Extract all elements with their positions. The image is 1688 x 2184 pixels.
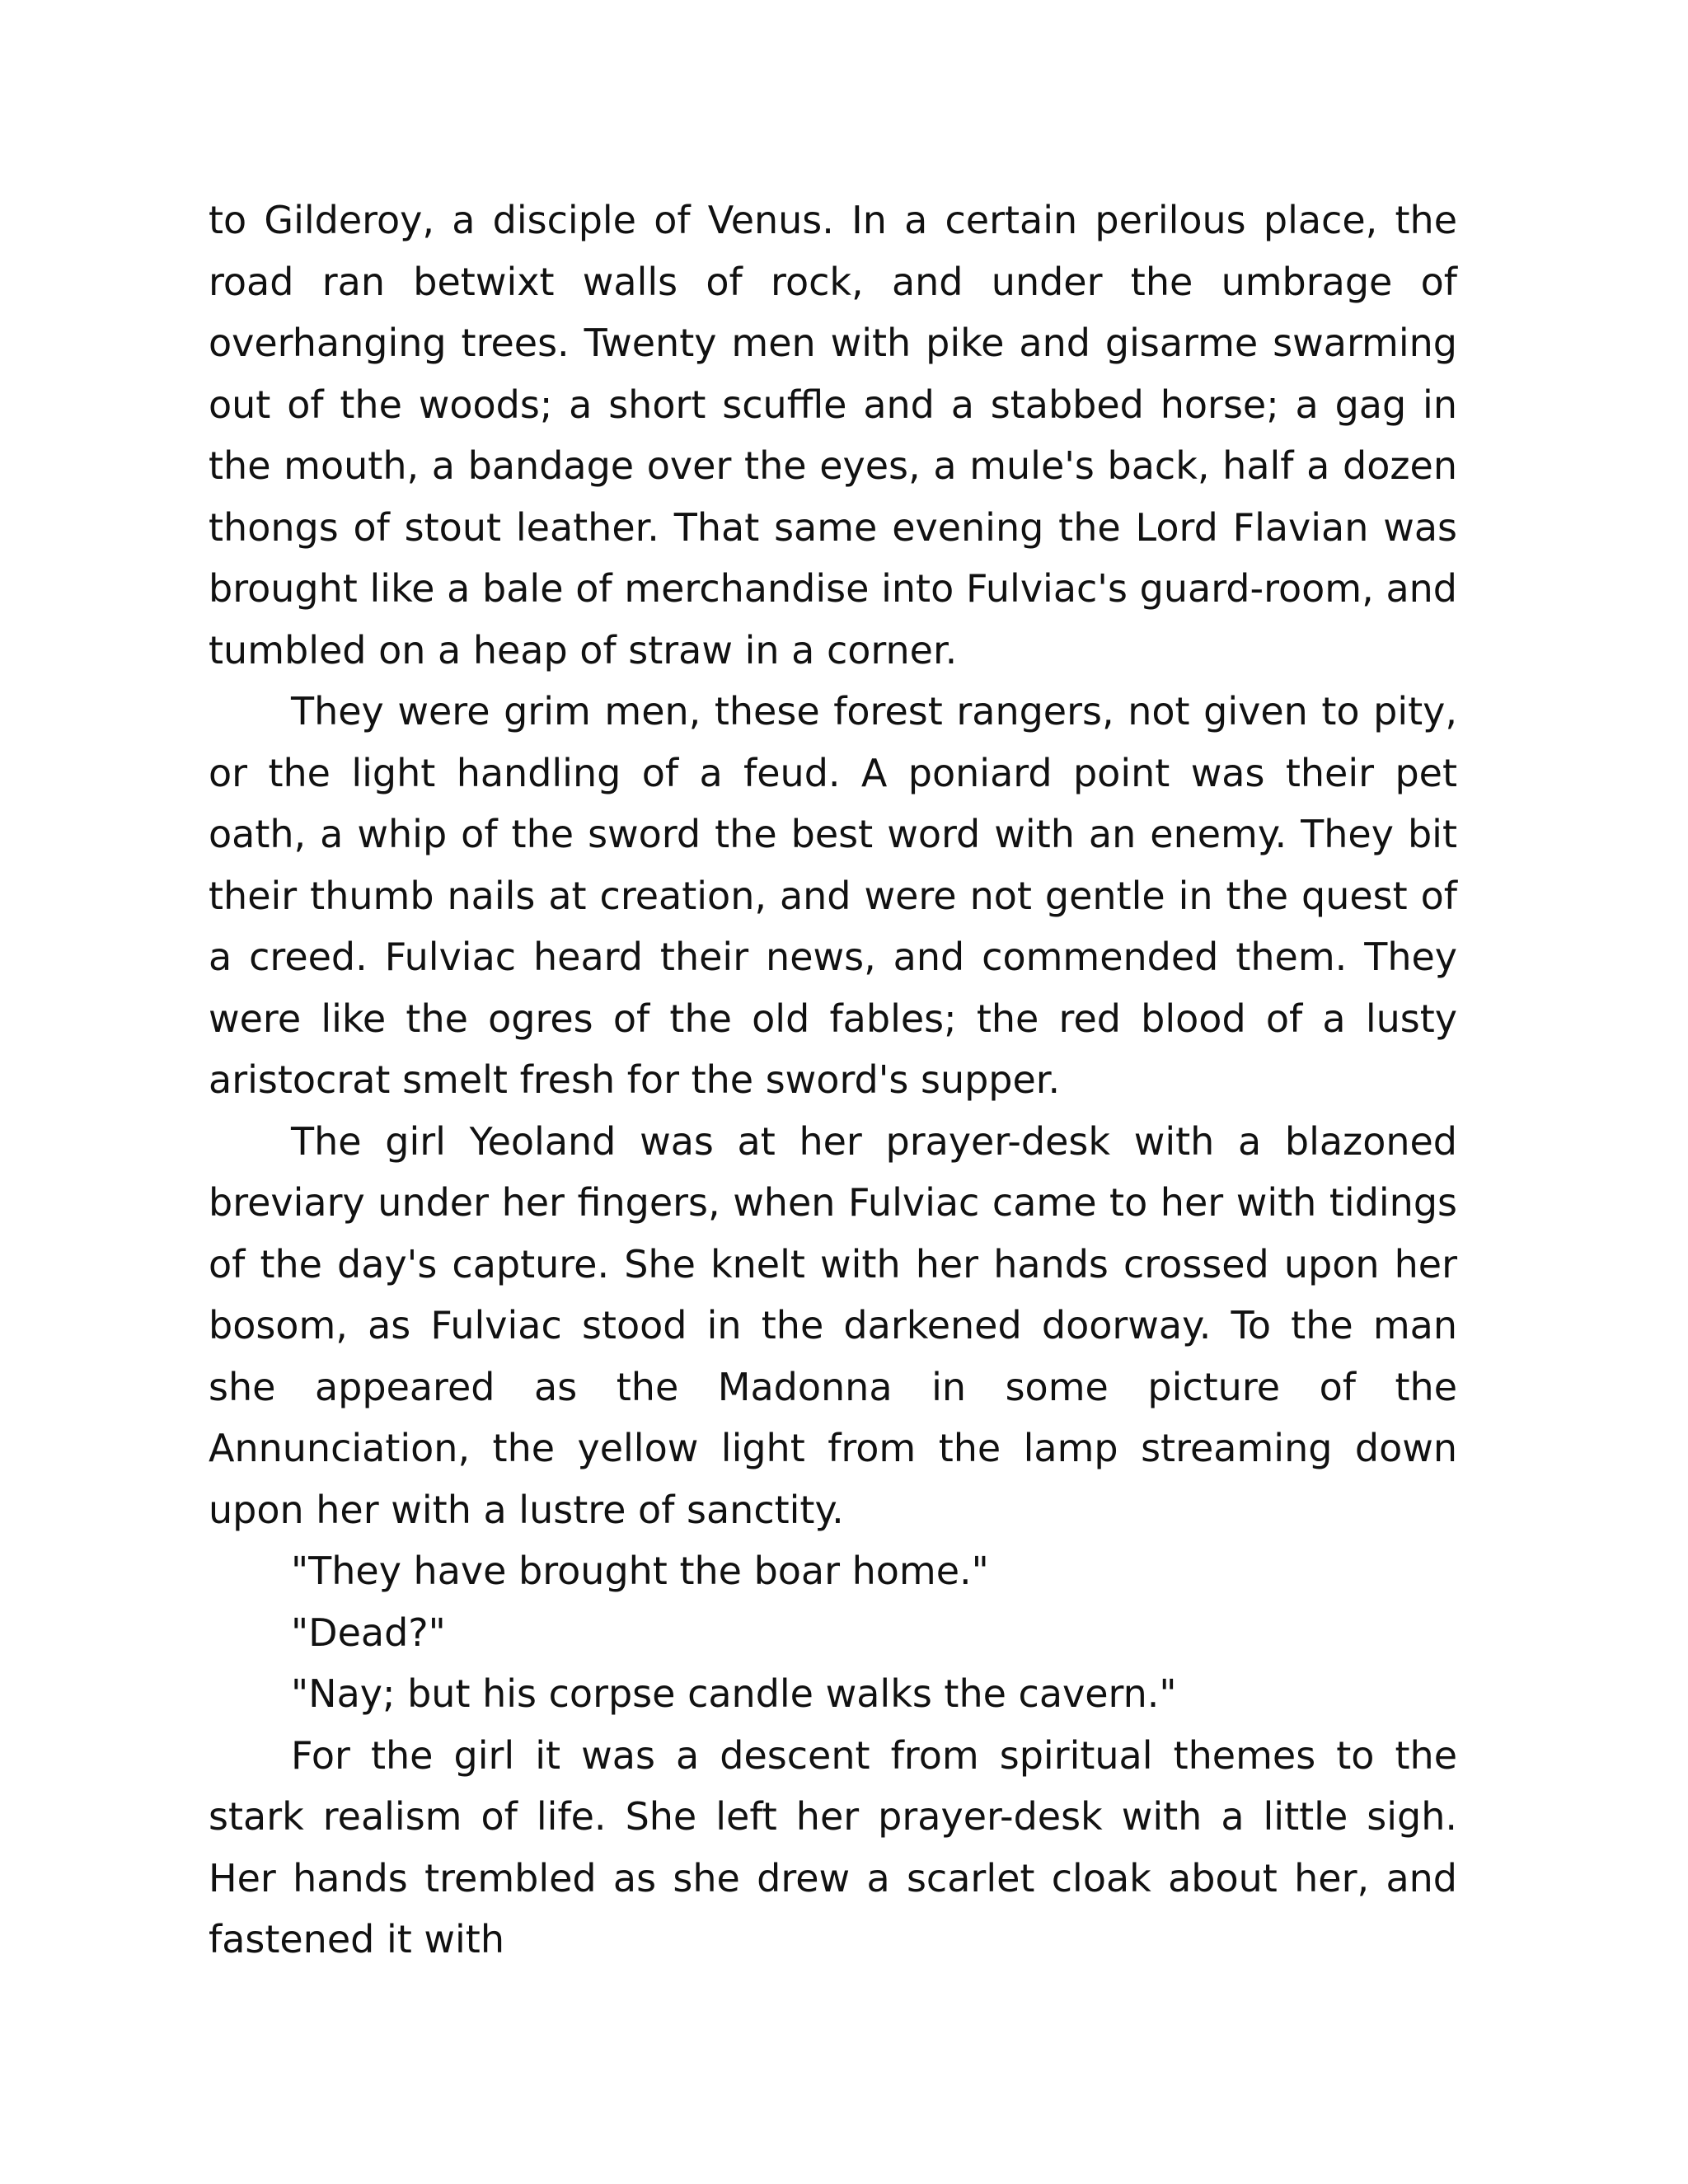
dialogue-line-3: "Nay; but his corpse candle walks the cavern."	[291, 1671, 1177, 1716]
paragraph-1: to Gilderoy, a disciple of Venus. In a certain perilous place, the road ran betwixt walls of rock, and under the umbrage of overhanging trees. Twenty men with pike and gisarme swarming out of the woods; a short scuffle and a stabbed horse; a gag in the mouth, a bandage over the eyes, a mule's back, half a dozen thongs of stout leather. That same evening the Lord Flavian was brought like a bale of merchandise into Fulviac's guard-room, and tumbled on a heap of straw in a corner.	[209, 198, 1457, 673]
dialogue-line-2: "Dead?"	[291, 1610, 446, 1655]
page-text	[209, 190, 1457, 1971]
paragraph-2: They were grim men, these forest rangers, not given to pity, or the light handling of a feud. A poniard point was their pet oath, a whip of the sword the best word with an enemy. They bit their thumb nails at creation, and were not gentle in the quest of a creed. Fulviac heard their news, and commended them. They were like the ogres of the old fables; the red blood of a lusty aristocrat smelt fresh for the sword's supper.	[209, 689, 1457, 1102]
paragraph-4: For the girl it was a descent from spiritual themes to the stark realism of life. She left her prayer-desk with a little sigh. Her hands trembled as she drew a scarlet cloak about her, and fastened it with	[209, 1732, 1457, 1961]
dialogue-line-1: "They have brought the boar home."	[291, 1549, 989, 1593]
paragraph-3: The girl Yeoland was at her prayer-desk with a blazoned breviary under her fingers, when Fulviac came to her with tidings of the day's capture. She knelt with her hands crossed upon her bosom, as Fulviac stood in the darkened doorway. To the man she appeared as the Madonna in some picture of the Annunciation, the yellow light from the lamp streaming down upon her with a lustre of sanctity.	[209, 1118, 1457, 1532]
